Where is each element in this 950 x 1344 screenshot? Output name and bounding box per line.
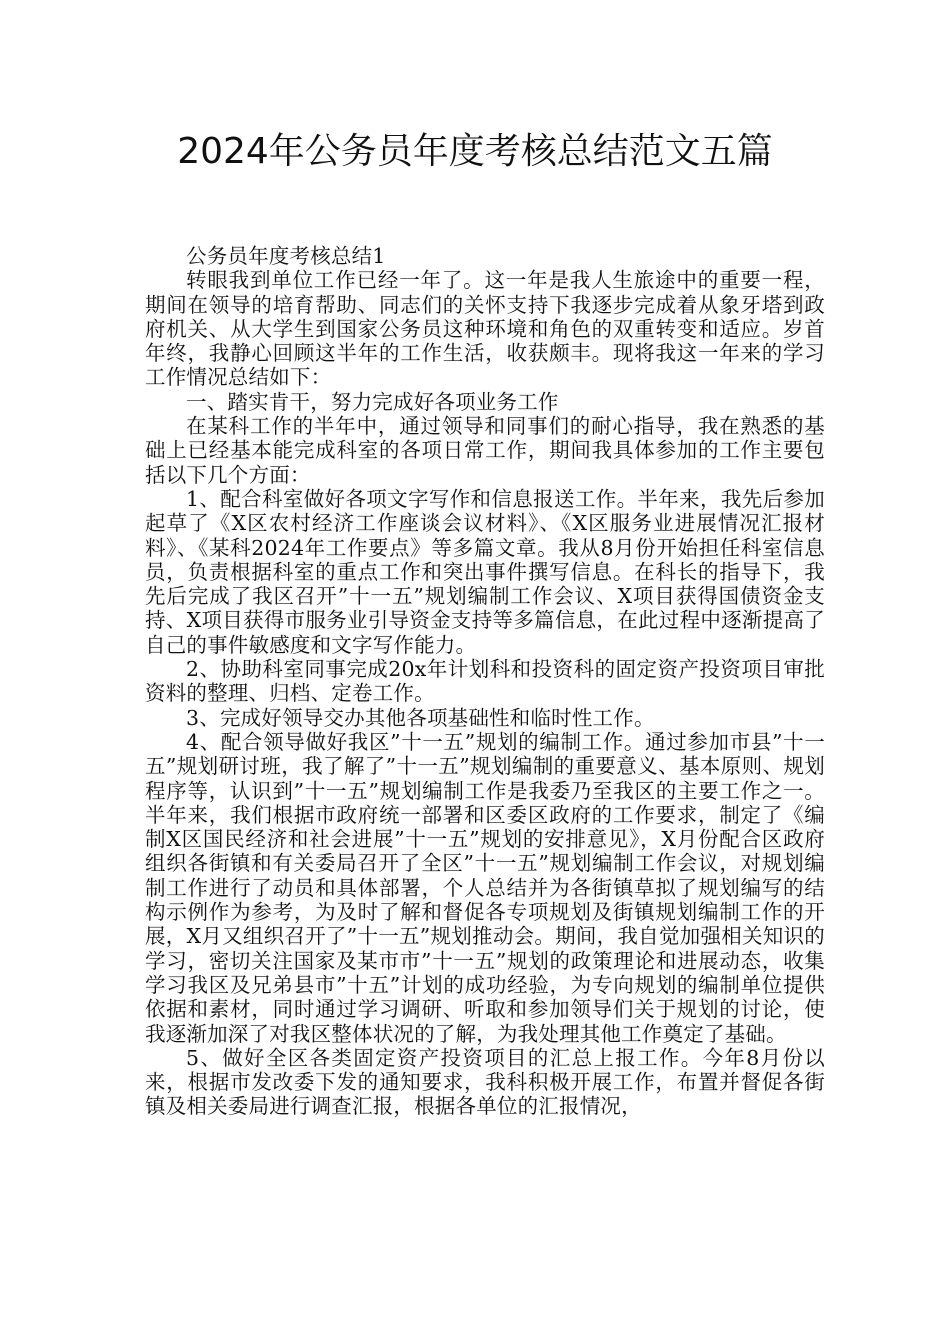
list-item-3: 3、完成好领导交办其他各项基础性和临时性工作。 bbox=[186, 705, 655, 730]
paragraph-intro: 转眼我到单位工作已经一年了。这一年是我人生旅途中的重要一程，期间在领导的培育帮助、同志们的关怀支持下我逐步完成着从象牙塔到政府机关、从大学生到国家公务员这种环境和角色的双重转变和适应。岁首年终，我静心回顾这半年的工作生活，收获颇丰。现将我这一年来的学习工作情况总结如下： bbox=[145, 268, 825, 390]
document-title: 2024年公务员年度考核总结范文五篇 bbox=[177, 131, 773, 172]
section-heading-1: 一、踏实肯干，努力完成好各项业务工作 bbox=[186, 389, 559, 414]
section-heading: 公务员年度考核总结1 bbox=[186, 244, 386, 268]
list-item-5: 5、做好全区各类固定资产投资项目的汇总上报工作。今年8月份以来，根据市发改委下发的通知要求，我科积极开展工作，布置并督促各街镇及相关委局进行调查汇报，根据各单位的汇报情况， bbox=[145, 1045, 825, 1119]
list-item-4: 4、配合领导做好我区”十一五”规划的编制工作。通过参加市县”十一五”规划研讨班，我了解了”十一五”规划编制的重要意义、基本原则、规划程序等，认识到”十一五”规划编制工作是我委乃至我区的主要工作之一。半年来，我们根据市政府统一部署和区委区政府的工作要求，制定了《编制X区国民经济和社会进展”十一五”规划的安排意见》，X月份配合区政府组织各街镇和有关委局召开了全区”十一五”规划编制工作会议，对规划编制工作进行了动员和具体部署，个人总结并为各街镇草拟了规划编写的结构示例作为参考，为及时了解和督促各专项规划及街镇规划编制工作的开展，X月又组织召开了”十一五”规划推动会。期间，我自觉加强相关知识的学习，密切关注国家及某市市”十一五”规划的政策理论和进展动态，收集学习我区及兄弟县市”十五”计划的成功经验，为专向规划的编制单位提供依据和素材，同时通过学习调研、听取和参加领导们关于规划的讨论，使我逐渐加深了对我区整体状况的了解，为我处理其他工作奠定了基础。 bbox=[145, 729, 825, 1046]
document-body bbox=[145, 244, 825, 1119]
paragraph-overview: 在某科工作的半年中，通过领导和同事们的耐心指导，我在熟悉的基础上已经基本能完成科室的各项日常工作，期间我具体参加的工作主要包括以下几个方面： bbox=[145, 414, 825, 487]
list-item-2: 2、协助科室同事完成20x年计划科和投资科的固定资产投资项目审批资料的整理、归档、定卷工作。 bbox=[145, 657, 825, 706]
list-item-1: 1、配合科室做好各项文字写作和信息报送工作。半年来，我先后参加起草了《X区农村经济工作座谈会议材料》、《X区服务业进展情况汇报材料》、《某科2024年工作要点》等多篇文章。我从8月份开始担任科室信息员，负责根据科室的重点工作和突出事件撰写信息。在科长的指导下，我先后完成了我区召开”十一五”规划编制工作会议、X项目获得国债资金支持、X项目获得市服务业引导资金支持等多篇信息，在此过程中逐渐提高了自己的事件敏感度和文字写作能力。 bbox=[145, 486, 825, 657]
